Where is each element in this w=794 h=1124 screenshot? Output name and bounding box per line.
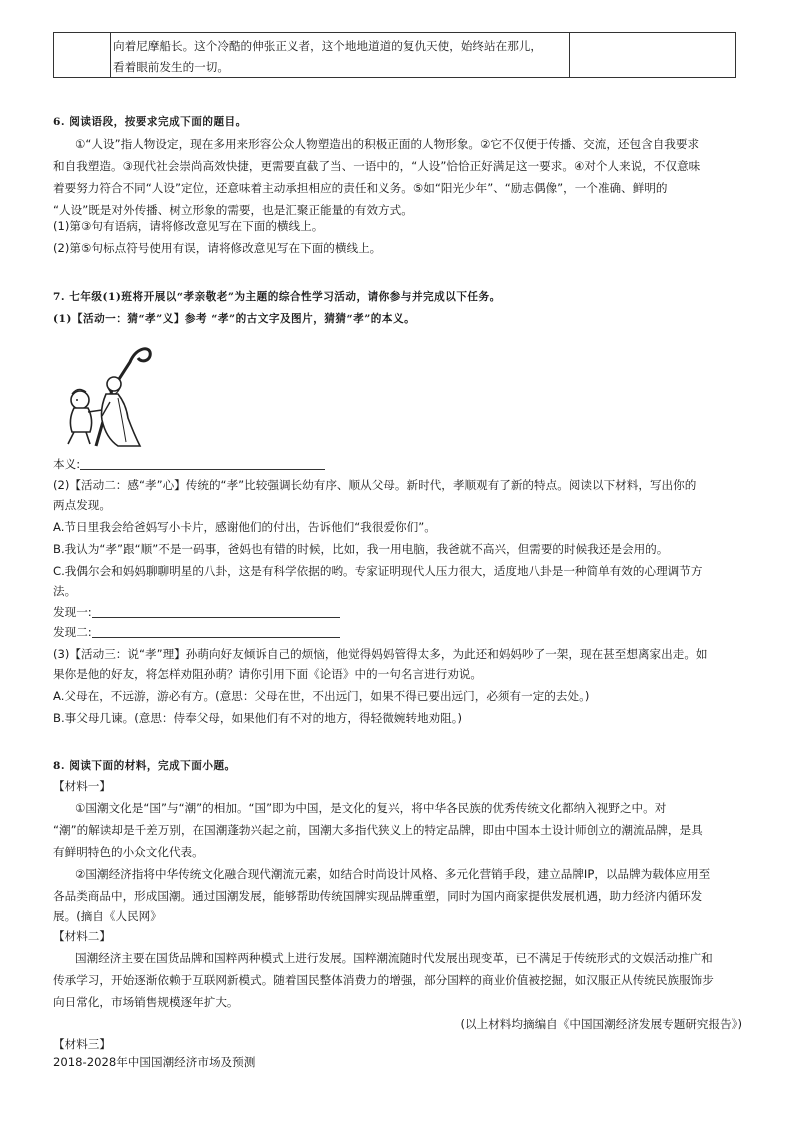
filial-piety-illustration xyxy=(56,338,156,450)
q6-para-line-4: “人设”既是对外传播、树立形象的需要，也是汇聚正能量的有效方式。 xyxy=(53,203,413,217)
table-cell-right xyxy=(570,33,736,78)
analects-quote-a: A.父母在，不远游，游必有方。(意思：父母在世，不出远门，如果不得已要出远门，必须有一定的去处。) xyxy=(53,689,590,703)
table-cell-left xyxy=(54,33,111,78)
material-1-line-1: ①国潮文化是“国”与“潮”的相加。“国”即为中国，是文化的复兴，将中华各民族的优秀传统文化都纳入视野之中。对 xyxy=(75,801,667,815)
table-text-line-2: 看着眼前发生的一切。 xyxy=(113,60,229,74)
finding-1-label: 发现一: xyxy=(53,605,92,619)
analects-quote-b: B.事父母几谏。(意思：侍奉父母，如果他们有不对的地方，得轻微婉转地劝阻。) xyxy=(53,711,463,725)
material-source-note: (以上材料均摘编自《中国国潮经济发展专题研究报告》) xyxy=(460,1017,742,1031)
q6-subquestion-2: (2)第⑤句标点符号使用有误，请将修改意见写在下面的横线上。 xyxy=(53,241,382,255)
material-1-line-4: ②国潮经济指将中华传统文化融合现代潮流元素，如结合时尚设计风格、多元化营销手段，建立品牌IP，以品牌为载体应用至 xyxy=(75,867,711,881)
material-2-line-3: 向日常化，市场销售规模逐年扩大。 xyxy=(53,995,239,1009)
q7-activity-3-line-1: (3)【活动三：说“孝”理】孙萌向好友倾诉自己的烦恼，他觉得妈妈管得太多，为此还和妈妈吵了一架，现在甚至想离家出走。如 xyxy=(53,647,708,661)
benyi-answer-blank[interactable] xyxy=(80,457,325,470)
finding-1-blank[interactable] xyxy=(92,605,340,618)
q7-activity-3-line-2: 果你是他的好友，将怎样劝阻孙萌？请你引用下面《论语》中的一句名言进行劝说。 xyxy=(53,667,482,681)
table-cell-content xyxy=(111,33,570,78)
benyi-label: 本义: xyxy=(53,457,81,471)
q8-title: 8. 阅读下面的材料，完成下面小题。 xyxy=(53,760,236,772)
material-1-heading: 【材料一】 xyxy=(53,779,111,793)
finding-2-line xyxy=(53,624,340,640)
table-text-line-1: 向着尼摩船长。这个冷酷的伸张正义者，这个地地道道的复仇天使，始终站在那儿， xyxy=(113,39,542,53)
finding-1-line xyxy=(53,604,340,620)
material-1-line-2: “潮”的解读却是千差万别，在国潮蓬勃兴起之前，国潮大多指代狭义上的特定品牌，即由中国本土设计师创立的潮流品牌，是具 xyxy=(53,823,703,837)
q7-material-c-line-1: C.我偶尔会和妈妈聊聊明星的八卦，这是有科学依据的哟。专家证明现代人压力很大，适度地八卦是一种简单有效的心理调节方 xyxy=(53,564,703,578)
finding-2-blank[interactable] xyxy=(92,625,340,638)
q7-material-a: A.节日里我会给爸妈写小卡片，感谢他们的付出，告诉他们“我很爱你们”。 xyxy=(53,520,436,534)
continuation-table xyxy=(53,32,736,78)
material-2-heading: 【材料二】 xyxy=(53,929,111,943)
q7-activity-1: (1)【活动一：猜“孝”义】参考 “孝”的古文字及图片，猜猜“孝”的本义。 xyxy=(53,313,416,325)
benyi-line xyxy=(53,456,325,472)
material-3-heading: 【材料三】 xyxy=(53,1037,111,1051)
q7-activity-2-line-2: 两点发现。 xyxy=(53,498,111,512)
q7-activity-2-line-1: (2)【活动二：感“孝”心】传统的“孝”比较强调长幼有序、顺从父母。新时代，孝顺观有了新的特点。阅读以下材料，写出你的 xyxy=(53,478,697,492)
q6-para-line-1: ①“人设”指人物设定，现在多用来形容公众人物塑造出的积极正面的人物形象。②它不仅便于传播、交流，还包含自我要求 xyxy=(75,137,700,151)
q7-material-c-line-2: 法。 xyxy=(53,584,77,598)
material-1-line-6: 展。(摘自《人民网》 xyxy=(53,909,162,923)
q7-title: 7. 七年级(1)班将开展以“孝亲敬老”为主题的综合性学习活动，请你参与并完成以下任务。 xyxy=(53,291,501,303)
finding-2-label: 发现二: xyxy=(53,625,92,639)
material-1-line-5: 各品类商品中，形成国潮。通过国潮发展，能够帮助传统国牌实现品牌重塑，同时为国内商家提供发展机遇，助力经济内循环发 xyxy=(53,889,703,903)
q7-material-b: B.我认为“孝”跟“顺”不是一码事，爸妈也有错的时候，比如，我一用电脑，我爸就不高兴，但需要的时候我还是会用的。 xyxy=(53,542,669,556)
material-2-line-1: 国潮经济主要在国货品牌和国粹两种模式上进行发展。国粹潮流随时代发展出现变革，已不满足于传统形式的文娱活动推广和 xyxy=(75,951,713,965)
material-3-chart-title: 2018-2028年中国国潮经济市场及预测 xyxy=(53,1055,256,1069)
material-1-line-3: 有鲜明特色的小众文化代表。 xyxy=(53,845,204,859)
q6-para-line-2: 和自我塑造。③现代社会崇尚高效快捷，更需要直截了当、一语中的，“人设”恰恰正好满足这一要求。④对个人来说，不仅意味 xyxy=(53,159,701,173)
q6-title: 6. 阅读语段，按要求完成下面的题目。 xyxy=(53,116,247,128)
material-2-line-2: 传承学习，开始逐渐依赖于互联网新模式。随着国民整体消费力的增强，部分国粹的商业价值被挖掘，如汉服正从传统民族服饰步 xyxy=(53,973,714,987)
q6-subquestion-1: (1)第③句有语病，请将修改意见写在下面的横线上。 xyxy=(53,219,324,233)
q6-para-line-3: 着要努力符合不同“人设”定位，还意味着主动承担相应的责任和义务。⑤如“阳光少年”、“励志偶像”，一个准确、鲜明的 xyxy=(53,181,668,195)
